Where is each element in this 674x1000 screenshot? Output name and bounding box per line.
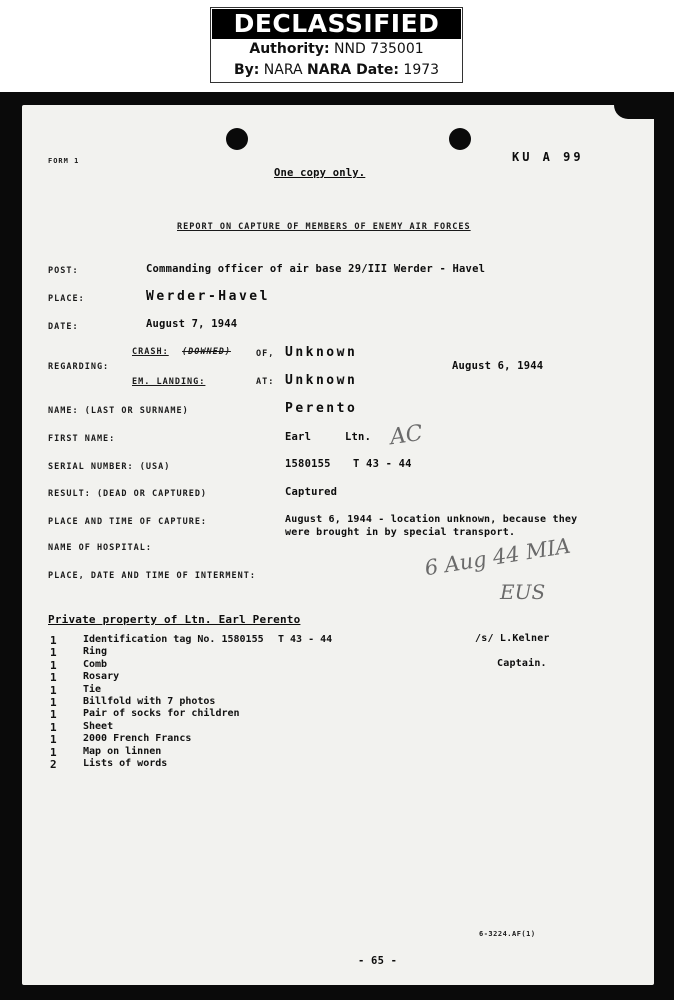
signature-name: /s/ L.Kelner [475,633,550,644]
torn-corner [614,105,654,119]
scanned-document-frame [0,92,674,1000]
post-value: Commanding officer of air base 29/III Werder - Havel [146,263,486,275]
first-name-rank: Ltn. [345,431,372,443]
property-qty: 1 [50,708,57,722]
property-qty: 1 [50,646,57,660]
copy-note: One copy only. [274,167,366,179]
form-code: 6-3224.AF(1) [479,930,536,938]
name-label: NAME: (LAST OR SURNAME) [48,406,189,416]
result-value: Captured [285,486,338,498]
regarding-date: August 6, 1944 [452,360,544,372]
result-label: RESULT: (DEAD OR CAPTURED) [48,489,208,499]
stamp-by [211,60,462,81]
first-name-label: FIRST NAME: [48,434,116,444]
at-value: Unknown [285,373,358,388]
property-qty: 1 [50,720,57,734]
property-item: Tie [83,683,102,695]
name-value: Perento [285,401,358,416]
date-value: August 7, 1944 [146,318,238,330]
hospital-label: NAME OF HOSPITAL: [48,543,152,553]
handwritten-initials: AC [388,420,425,451]
property-item: Ring [83,646,108,658]
punch-hole-left [226,128,248,150]
place-value: Werder-Havel [146,289,270,304]
stamp-authority-label: Authority: [249,41,330,57]
property-item: Pair of socks for children [83,708,240,720]
document-page [22,105,654,985]
stamp-authority-value: NND 735001 [334,41,424,57]
stamp-date-label: NARA Date: [307,62,399,78]
first-name-value: Earl [285,431,312,443]
document-reference: KU A 99 [512,150,584,164]
downed-label: (DOWNED) [182,347,231,357]
capture-label: PLACE AND TIME OF CAPTURE: [48,517,208,527]
crash-label: CRASH: [132,347,169,357]
capture-value-line2: were brought in by special transport. [285,527,516,538]
stamp-by-label: By: [233,62,260,78]
property-qty: 1 [50,683,57,697]
serial-suffix: T 43 - 44 [353,458,412,470]
form-number: FORM 1 [48,157,80,165]
page-number: - 65 - [358,955,398,967]
property-list [50,634,480,814]
post-label: POST: [48,266,79,276]
property-qty: 1 [50,671,57,685]
of-label: OF, [256,349,275,359]
property-item: Billfold with 7 photos [83,696,216,707]
at-label: AT: [256,377,275,387]
punch-hole-right [449,128,471,150]
handwritten-mia-note: 6 Aug 44 MIA [423,533,573,581]
report-title: REPORT ON CAPTURE OF MEMBERS OF ENEMY AIR FORCES [177,222,471,232]
property-qty: 1 [50,696,57,709]
date-label: DATE: [48,322,79,332]
property-qty: 1 [50,745,57,759]
property-item: 2000 French Francs [83,733,192,745]
declassified-stamp [210,7,463,83]
property-item: Sheet [83,720,114,732]
property-qty: 1 [50,733,57,747]
regarding-label: REGARDING: [48,362,110,372]
property-item: Rosary [83,671,120,683]
property-title: Private property of Ltn. Earl Perento [48,613,301,626]
property-item: Lists of words [83,758,168,769]
serial-label: SERIAL NUMBER: (USA) [48,462,171,472]
of-value: Unknown [285,345,358,360]
interment-label: PLACE, DATE AND TIME OF INTERMENT: [48,571,256,581]
stamp-date-value: 1973 [403,62,440,78]
property-qty: 1 [50,634,57,647]
property-item: Identification tag No. 1580155 [83,634,264,645]
property-item: Map on linnen [83,745,162,757]
stamp-title: DECLASSIFIED [212,9,461,39]
property-qty: 2 [50,758,57,771]
capture-value-line1: August 6, 1944 - location unknown, because they [285,514,578,525]
handwritten-eus-note: EUS [500,580,546,604]
stamp-authority [211,39,462,60]
serial-value: 1580155 [285,458,331,470]
em-landing-label: EM. LANDING: [132,377,206,387]
property-item-extra: T 43 - 44 [278,634,333,645]
place-label: PLACE: [48,294,85,304]
property-item: Comb [83,658,108,670]
property-qty: 1 [50,658,57,672]
signature-title: Captain. [497,658,547,669]
stamp-by-value: NARA [263,62,303,78]
